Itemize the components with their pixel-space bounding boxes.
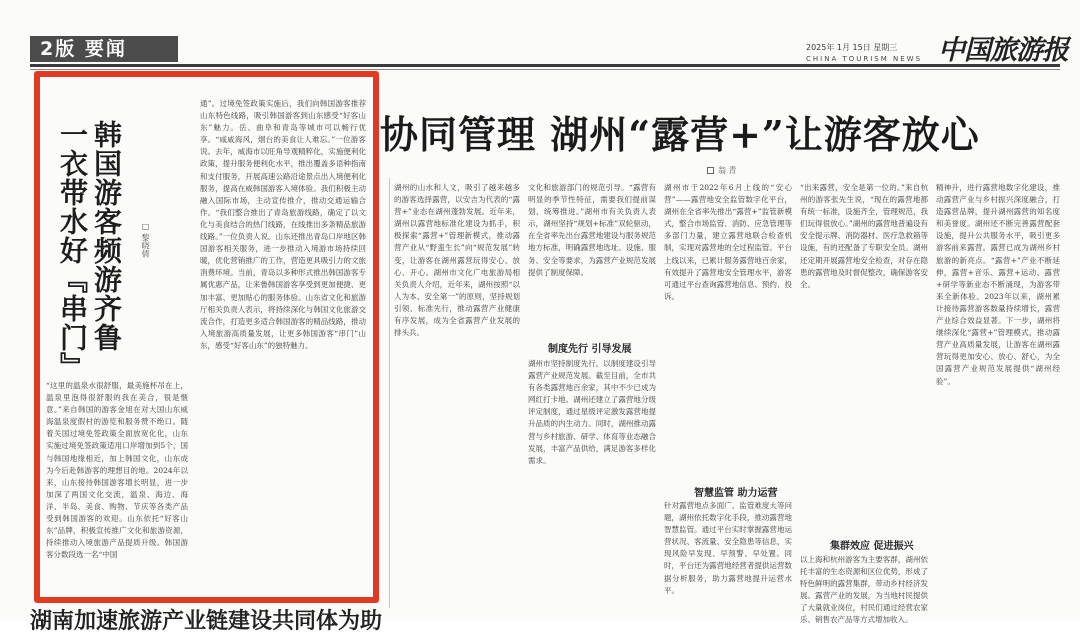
bottom-headline: 湖南加速旅游产业链建设共同体为助 [30,608,383,634]
main-article-col-4: “出来露营，安全是第一位的。”来自杭州的游客张先生说，“现在的露营地都有统一标准，设施齐全，管理规范，我们玩得很放心。”湖州的露营地普遍设有安全提示牌、消防器材、医疗急救箱等设施，有的还配备了专职安全员。湖州还定期开展露营地安全检查，对存在隐患的露营地及时督促整改，确保游客安全。 [800,183,928,289]
masthead-logo: 中国旅游报 [938,35,1068,66]
header-rule-thin [30,69,1060,70]
main-article-col-4b: 以上海和杭州游客为主要客群，湖州依托丰富的生态资源和区位优势，形成了特色鲜明的露营集群，带动乡村经济发展。露营产业的发展，为当地村民提供了大量就业岗位，村民们通过经营农家乐、销售农产品等方式增加收入。 [800,555,928,625]
main-article-col-2: 文化和旅游部门的规范引导。“露营有明显的季节性特征，需要我们提前谋划、统筹推进。”湖州市有关负责人表示，湖州坚持“规划+标准”双轮驱动，在全省率先出台露营地建设与服务规范地方标准，明确露营地选址、设施、服务、安全等要求，为露营产业规范发展提供了制度保障。 [528,183,656,277]
left-byline: □ 黎晓倩 [141,222,150,258]
highlight-box [34,71,379,603]
main-article-col-3b: 针对露营地点多面广、监管难度大等问题，湖州依托数字化手段，推动露营地智慧监管。通过平台实时掌握露营地运营状况、客流量、安全隐患等信息，实现风险早发现、早预警、早处置。同时，平台还为露营地经营者提供运营数据分析服务，助力露营地提升运营水平。 [664,501,792,595]
subheading-3: 集群效应 促进振兴 [830,541,914,552]
main-byline [707,165,737,176]
left-article-col-b: 通”。过境免签政策实施后，我们向韩国游客推荐山东特色线路，吸引韩国游客到山东感受“好客山东”魅力。岳、曲阜和青岛等城市可以畅行优享。“咸咸海风，烟台的美食让人难忘。”一位游客说。去年，威海市以旺角导观精粹化，实施便利化政策，提升服务便利化水平，推出覆盖多语种指南和支付服务，开展高速公路沿途景点出入境便利化服务，提高在威韩国游客入境体验。我们积极主动融入国际市场，主动宣传推介，推动交通运输合作。“我们整合推出了青岛旅游线路，确定了以文化与美食结合的热门线路，在线推出多条精品旅游线路。”一位负责人说。山东还推出青岛口岸地区韩国游客相关服务，进一步推动入境游市场持续回暖，优化营销推广的工作，营造更具吸引力的文旅消费环境。当前，青岛以多种形式推出韩国游客专属优惠产品，让来鲁韩国游客享受到更加便捷、更加丰富、更加贴心的服务体验。山东省文化和旅游厅相关负责人表示，将持续深化与韩国文化旅游交流合作，打造更多适合韩国游客的精品线路，推动入境旅游高质量发展，让更多韩国游客“串门”山东，感受“好客山东”的独特魅力。 [200,99,366,350]
main-article-col-2b: 湖州市坚持制度先行，以制度建设引导露营产业规范发展。截至目前，全市共有各类露营地百余家，其中不少已成为网红打卡地。湖州还建立了露营地分级评定制度，通过星级评定激发露营地提升品质的内生动力。同时，湖州推动露营与乡村旅游、研学、体育等业态融合发展，丰富产品供给，满足游客多样化需求。 [528,359,656,465]
left-headline-line1: 韩国游客频游齐鲁 [90,120,123,352]
main-article-col-1: 湖州的山水和人文，吸引了越来越多的游客选择露营，以安吉为代表的“露营+”业态在湖州蓬勃发展。近年来，湖州以露营地标准化建设为抓手，积极探索“露营+”管理新模式，推动露营产业从“野蛮生长”向“规范发展”转变，让游客在湖州露营玩得安心、放心、开心。湖州市文化广电旅游局相关负责人介绍，近年来，湖州按照“以人为本、安全第一”的原则，坚持规划引领、标准先行，推动露营产业健康有序发展，成为全省露营产业发展的排头兵。 [394,183,520,338]
left-article-col-a: “这里的温泉水很舒服，最美施杯吊在上，温泉里泡得很舒服的我在美合，很是惬意。”来自韩国的游客金旭在对大国山东威海温泉度假村的游览和服务赞不绝口。随着关国过境免签政策全面放宽化化，山东实施过境免签政策适用口岸增加到5个，国与韩国地缘相近，加上韩国文化，山东成为今后赴韩游客的理想目的地。2024年以来，山东接待韩国游客增长明显，进一步加深了两国文化交流，温泉、海边、海洋、半岛、美食、购物、节庆等各类产品受到韩国游客的欢迎。山东依托“好客山东”品牌，积极宣传推广文化和旅游资源，持续推动入境旅游产品提质升级。韩国游客分数段选一名“中国 [46,381,188,560]
masthead-english: CHINA TOURISM NEWS [806,55,923,63]
main-byline-text: 翁 青 [718,166,737,175]
left-headline-line2: 一衣带水好『串门』 [56,120,89,381]
byline-box-icon [707,167,714,174]
main-article-col-5: 精神升，进行露营地数字化建设，推动露营产业与乡村振兴深度融合，打造露营品牌，提升湖州露营的知名度和美誉度。湖州还不断完善露营配套设施，提升公共服务水平，吸引更多游客前来露营。露营已成为湖州乡村旅游的新亮点。“露营+”产业不断延伸，露营+音乐、露营+运动、露营+研学等新业态不断涌现，为游客带来全新体验。2023年以来，湖州累计接待露营游客数量持续增长，露营产业综合效益显著。下一步，湖州将继续深化“露营+”管理模式，推动露营产业高质量发展，让游客在湖州露营玩得更加安心、放心、舒心，为全国露营产业规范发展提供“湖州经验”。 [936,183,1060,386]
section-label: 2版 要闻 [30,36,178,62]
main-article-col-3: 湖州市于2022年6月上线的“安心营”——露营地安全监管数字化平台，湖州在全省率先推出“露营+”监管新模式，整合市场监管、消防、应急管理等多部门力量，建立露营地联合检查机制，实现对露营地的全过程监管。平台上线以来，已累计服务露营地百余家，有效提升了露营地安全管理水平，游客可通过平台查询露营地信息、预约、投诉。 [664,183,792,301]
subheading-2: 智慧监管 助力运营 [694,488,778,499]
column-divider [389,178,390,608]
dateline: 2025年 1月 15日 星期三 [806,43,898,52]
subheading-1: 制度先行 引导发展 [548,344,632,355]
main-headline: 协同管理 湖州“露营+”让游客放心 [380,112,980,157]
header-rule [30,64,1060,67]
